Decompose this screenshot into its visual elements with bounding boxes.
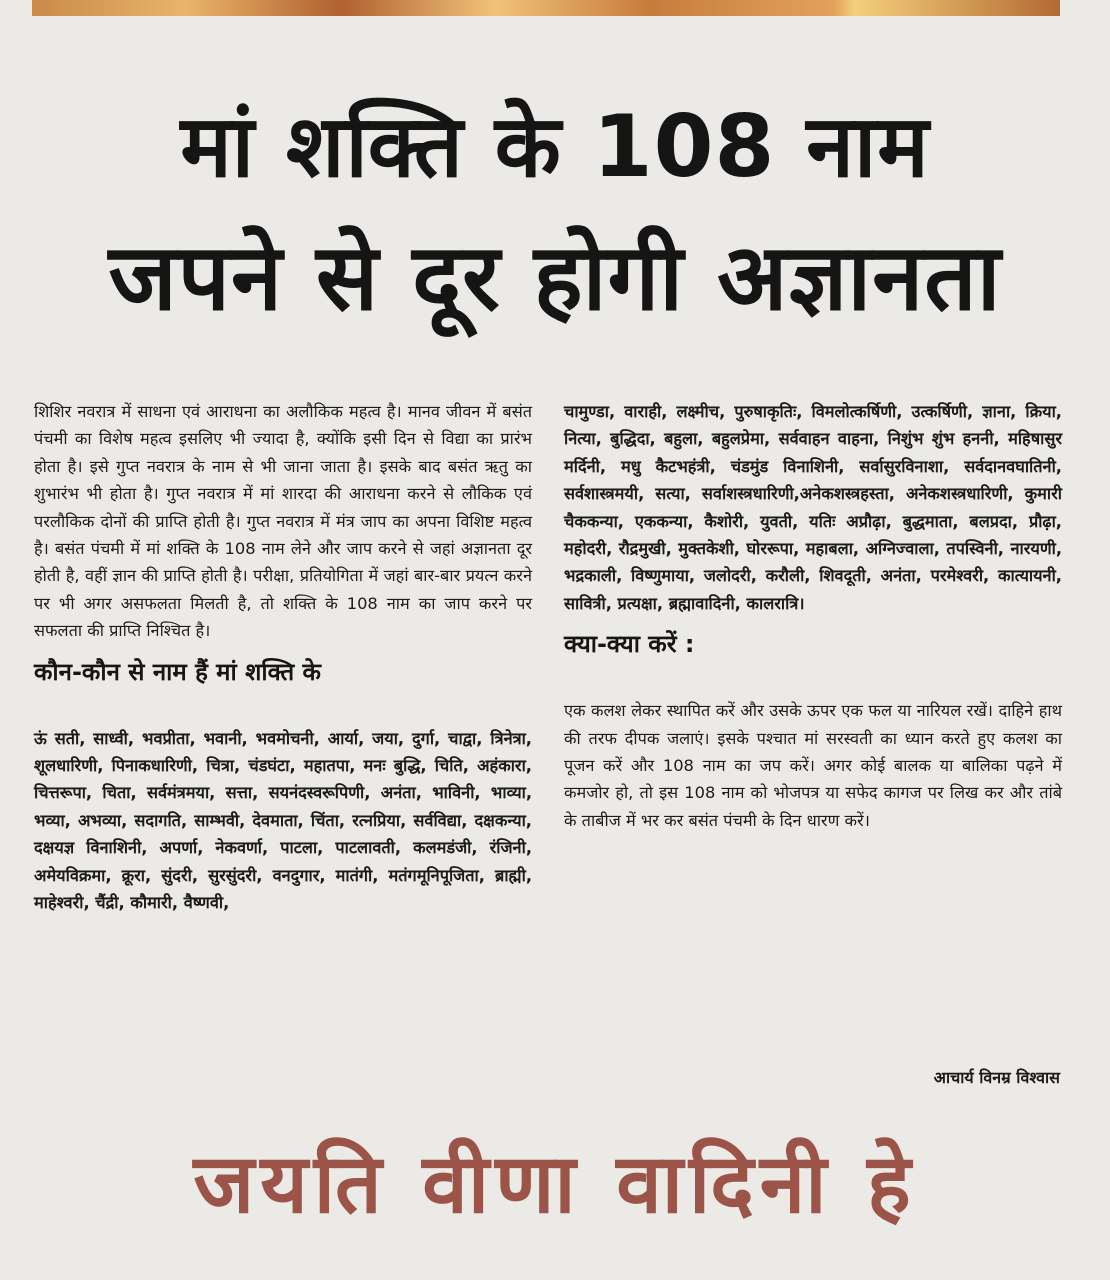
todo-heading: क्या-क्या करें : — [564, 630, 695, 659]
intro-paragraph: शिशिर नवरात्र में साधना एवं आराधना का अलौकिक महत्व है। मानव जीवन में बसंत पंचमी का विशेष महत्व इसलिए भी ज्यादा है, क्योंकि इसी दिन से विद्या का प्रारंभ होता है। इसे गुप्त नवरात्र के नाम से भी जाना जाता है। इसके बाद बसंत ऋतु का शुभारंभ भी होता है। गुप्त नवरात्र में मां शारदा की आराधना करने से लौकिक एवं परलौकिक दोनों की प्राप्ति होती है। गुप्त नवरात्र में मंत्र जाप का अपना विशिष्ट महत्व है। बसंत पंचमी में मां शक्ति के 108 नाम लेने और जाप करने से जहां अज्ञानता दूर होती है, वहीं ज्ञान की प्राप्ति होती है। परीक्षा, प्रतियोगिता में जहां बार-बार प्रयत्न करने पर भी अगर असफलता मिलती है, तो शक्ति के 108 नाम का जाप करने पर सफलता की प्राप्ति निश्चित है। — [34, 402, 532, 641]
left-column — [34, 398, 532, 917]
right-column — [564, 398, 1062, 834]
author-signature: आचार्य विनम्र विश्वास — [933, 1068, 1060, 1087]
headline-line-1: मां शक्ति के 108 नाम — [180, 97, 930, 197]
names-list-part-1: ऊं सती, साध्वी, भवप्रीता, भवानी, भवमोचनी, आर्या, जया, दुर्गा, चाद्वा, त्रिनेत्रा, शूलधारिणी, पिनाकधारिणी, चित्रा, चंडघंटा, महातपा, मनः बुद्धि, चिति, अहंकारा, चित्तरूपा, चिता, सर्वमंत्रमया, सत्ता, सयनंदस्वरूपिणी, अनंता, भाविनी, भाव्या, भव्या, अभव्या, सदागति, साम्भवी, देवमाता, चिंता, रत्नप्रिया, सर्वविद्या, दक्षकन्या, दक्षयज्ञ विनाशिनी, अपर्णा, नेकवर्णा, पाटला, पाटलावती, कलमडंजी, रंजिनी, अमेयविक्रमा, क्रूरा, सुंदरी, सुरसुंदरी, वनदुगार, मातंगी, मतंगमूनिपूजिता, ब्राह्मी, माहेश्वरी, चैंद्री, कौमारी, वैष्णवी, — [34, 728, 532, 913]
todo-paragraph: एक कलश लेकर स्थापित करें और उसके ऊपर एक फल या नारियल रखें। दाहिने हाथ की तरफ दीपक जलाएं। इसके पश्चात मां सरस्वती का ध्यान करते हुए कलश का पूजन करें और 108 नाम का जप करें। अगर कोई बालक या बालिका पढ़ने में कमजोर हो, तो इस 108 नाम को भोजपत्र या सफेद कागज पर लिख कर और तांबे के ताबीज में भर कर बसंत पंचमी के दिन धारण करें। — [564, 701, 1062, 830]
top-photo-strip — [32, 0, 1060, 16]
spacer — [564, 669, 1062, 697]
spacer — [34, 697, 532, 725]
names-heading: कौन-कौन से नाम हैं मां शक्ति के — [34, 657, 321, 686]
headline-line-2: जपने से दूर होगी अज्ञानता — [108, 224, 1002, 331]
names-list-part-2: चामुण्डा, वाराही, लक्ष्मीच, पुरुषाकृतिः, विमलोत्कर्षिणी, उत्कर्षिणी, ज्ञाना, क्रिया, नित्या, बुद्धिदा, बहुला, बहुलप्रेमा, सर्ववाहन वाहना, निशुंभ शुंभ हननी, महिषासुर मर्दिनी, मधु कैटभहंत्री, चंडमुंड विनाशिनी, सर्वासुरविनाशा, सर्वदानवघातिनी, सर्वशास्त्रमयी, सत्या, सर्वाशस्त्रधारिणी,अनेकशस्त्रहस्ता, अनेकशस्त्रधारिणी, कुमारी चैककन्या, एककन्या, कैशोरी, युवती, यतिः अप्रौढ़ा, बुद्धमाता, बलप्रदा, प्रौढ़ा, महोदरी, रौद्रमुखी, मुक्तकेशी, घोररूपा, महाबला, अग्निज्वाला, तपस्विनी, नारयणी, भद्रकाली, विष्णुमाया, जलोदरी, करौली, शिवदूती, अनंता, परमेश्वरी, कात्यायनी, सावित्री, प्रत्यक्षा, ब्रह्मावादिनी, कालरात्रि। — [564, 402, 1062, 613]
footer-title: जयति वीणा वादिनी हे — [193, 1137, 917, 1232]
